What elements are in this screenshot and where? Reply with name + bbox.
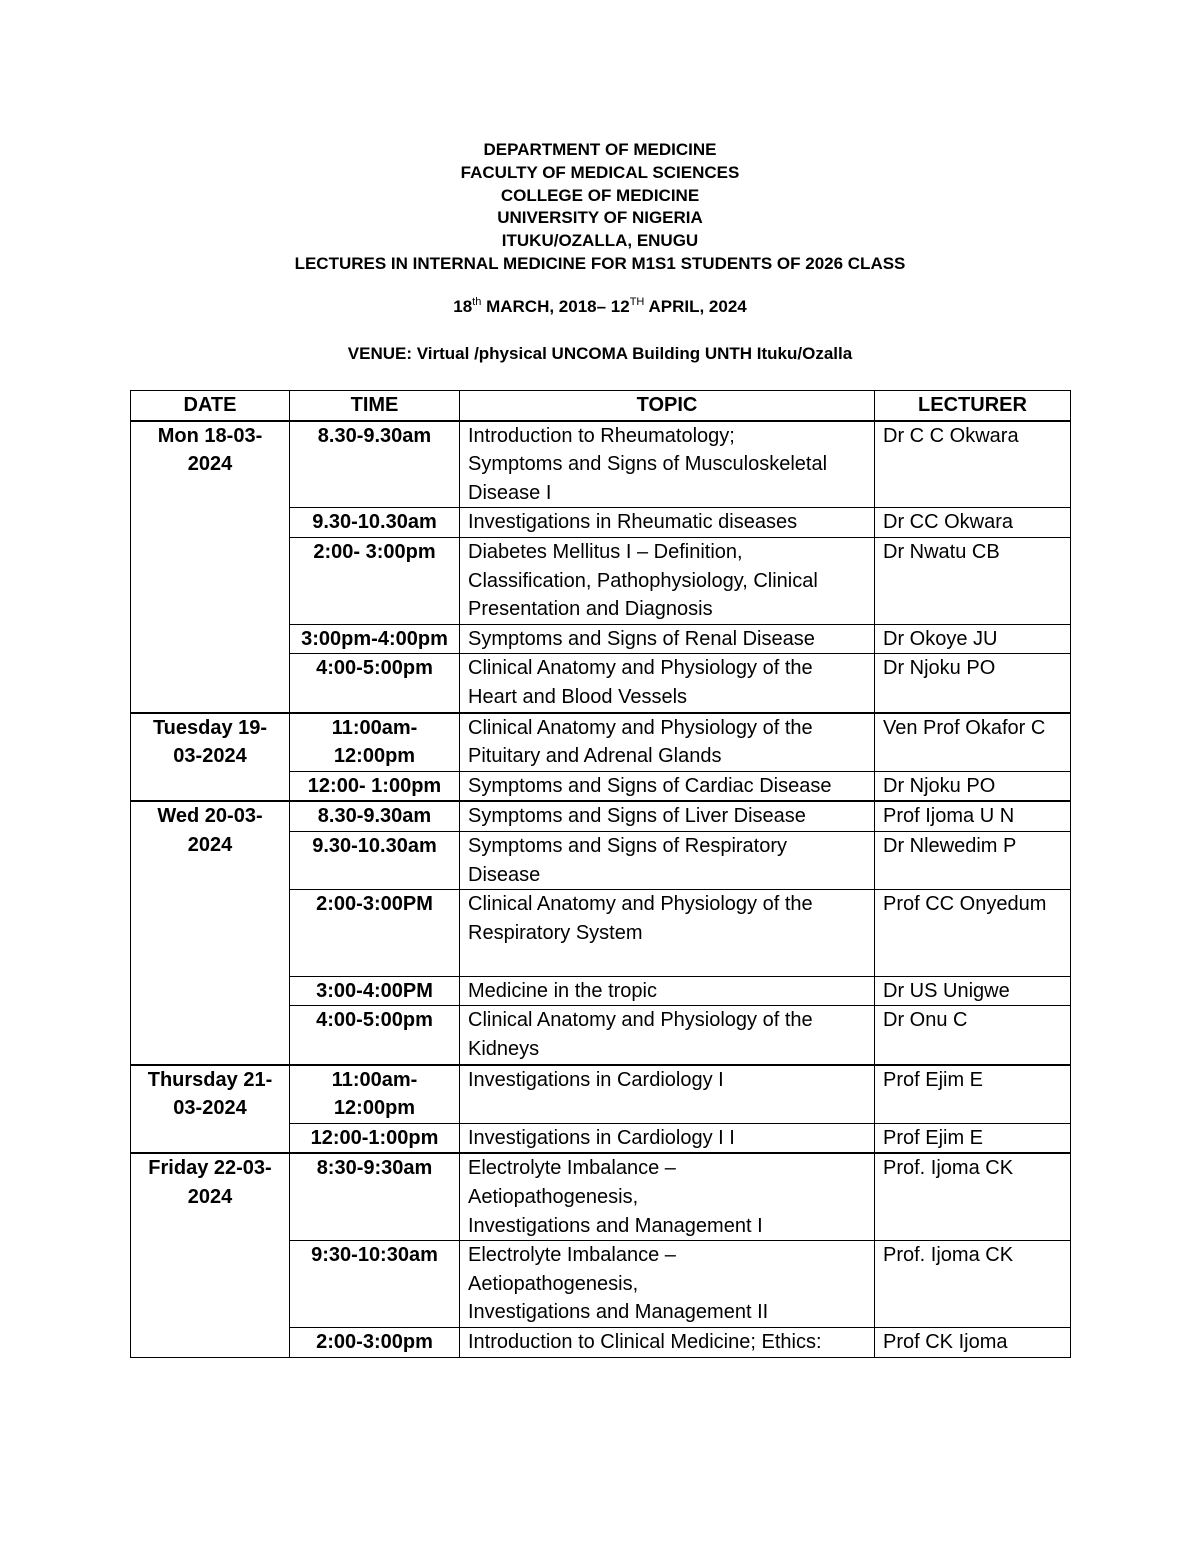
table-row [131, 713, 1071, 772]
topic-cell [460, 1153, 875, 1240]
venue-line: VENUE: Virtual /physical UNCOMA Building UNTH Ituku/Ozalla [347, 344, 853, 363]
topic-cell [460, 713, 875, 772]
lecture-schedule-table [130, 390, 1071, 1358]
topic-line: Introduction to Rheumatology; [468, 424, 735, 447]
topic-cell [460, 421, 875, 508]
table-header-row [131, 391, 1071, 421]
column-header-topic: TOPIC [460, 391, 875, 421]
topic-line: Disease I [468, 481, 552, 504]
date-range-start-day: 18 [453, 297, 473, 316]
time-cell: 3:00-4:00PM [290, 976, 460, 1006]
time-cell: 11:00am-12:00pm [290, 713, 460, 772]
table-row [131, 1065, 1071, 1124]
time-cell: 8:30-9:30am [290, 1153, 460, 1240]
time-cell: 8.30-9.30am [290, 801, 460, 831]
document-title: LECTURES IN INTERNAL MEDICINE FOR M1S1 STUDENTS OF 2026 CLASS [294, 253, 906, 273]
topic-line: Clinical Anatomy and Physiology of the [468, 657, 813, 680]
topic-line: Aetiopathogenesis, [468, 1272, 639, 1295]
date-range-end: APRIL, 2024 [644, 297, 747, 316]
topic-line: Disease [468, 863, 541, 886]
topic-line: Investigations and Management I [468, 1214, 763, 1237]
topic-line [468, 947, 866, 976]
date-range [0, 296, 1200, 317]
date-range-start-suffix: th [472, 296, 482, 308]
time-cell: 9:30-10:30am [290, 1241, 460, 1328]
time-cell: 12:00- 1:00pm [290, 771, 460, 801]
topic-line: Symptoms and Signs of Renal Disease [468, 627, 815, 650]
topic-line: Kidneys [468, 1038, 540, 1061]
topic-line: Investigations in Cardiology I [468, 1068, 724, 1091]
date-cell: Tuesday 19-03-2024 [131, 713, 290, 802]
table-row [131, 421, 1071, 508]
date-cell: Wed 20-03-2024 [131, 801, 290, 1064]
lecturer-cell: Dr Njoku PO [875, 771, 1071, 801]
date-range-middle: MARCH, 2018– 12 [481, 297, 630, 316]
topic-cell [460, 831, 875, 889]
time-cell: 9.30-10.30am [290, 508, 460, 538]
topic-line: Investigations in Cardiology I I [468, 1126, 735, 1149]
topic-cell [460, 890, 875, 977]
faculty-line: FACULTY OF MEDICAL SCIENCES [460, 162, 740, 182]
university-line: UNIVERSITY OF NIGERIA [497, 208, 703, 228]
time-cell: 8.30-9.30am [290, 421, 460, 508]
time-cell: 11:00am-12:00pm [290, 1065, 460, 1124]
lecturer-cell: Dr C C Okwara [875, 421, 1071, 508]
date-cell: Mon 18-03-2024 [131, 421, 290, 713]
document-header [0, 139, 1200, 276]
topic-line: Presentation and Diagnosis [468, 598, 713, 621]
topic-cell [460, 1241, 875, 1328]
lecturer-cell: Prof. Ijoma CK [875, 1153, 1071, 1240]
lecturer-cell: Dr Nlewedim P [875, 831, 1071, 889]
lecturer-cell: Dr Okoye JU [875, 624, 1071, 654]
topic-line: Symptoms and Signs of Liver Disease [468, 805, 806, 828]
topic-cell [460, 1065, 875, 1124]
topic-cell [460, 771, 875, 801]
lecturer-cell: Prof CK Ijoma [875, 1328, 1071, 1358]
lecturer-cell: Dr Njoku PO [875, 654, 1071, 713]
topic-cell [460, 1123, 875, 1153]
date-range-end-suffix: TH [629, 296, 645, 308]
lecturer-cell: Prof CC Onyedum [875, 890, 1071, 977]
topic-line: Clinical Anatomy and Physiology of the [468, 716, 813, 739]
topic-line: Pituitary and Adrenal Glands [468, 745, 722, 768]
lecturer-cell: Dr US Unigwe [875, 976, 1071, 1006]
college-line: COLLEGE OF MEDICINE [500, 185, 700, 205]
topic-cell [460, 624, 875, 654]
lecturer-cell: Dr CC Okwara [875, 508, 1071, 538]
lecturer-cell: Ven Prof Okafor C [875, 713, 1071, 772]
topic-line: Electrolyte Imbalance – [468, 1157, 676, 1180]
lecturer-cell: Prof. Ijoma CK [875, 1241, 1071, 1328]
topic-line: Symptoms and Signs of Musculoskeletal [468, 453, 828, 476]
date-cell: Thursday 21-03-2024 [131, 1065, 290, 1154]
topic-line: Investigations in Rheumatic diseases [468, 511, 798, 534]
topic-line: Classification, Pathophysiology, Clinical [468, 569, 818, 592]
topic-cell [460, 976, 875, 1006]
location-line: ITUKU/OZALLA, ENUGU [501, 231, 699, 251]
column-header-date: DATE [131, 391, 290, 421]
column-header-time: TIME [290, 391, 460, 421]
topic-cell [460, 801, 875, 831]
lecturer-cell: Prof Ijoma U N [875, 801, 1071, 831]
topic-line: Diabetes Mellitus I – Definition, [468, 540, 743, 563]
table-row [131, 1153, 1071, 1240]
topic-line: Electrolyte Imbalance – [468, 1244, 676, 1267]
lecturer-cell: Dr Onu C [875, 1006, 1071, 1065]
lecturer-cell: Prof Ejim E [875, 1123, 1071, 1153]
topic-line: Symptoms and Signs of Cardiac Disease [468, 774, 832, 797]
topic-line: Respiratory System [468, 921, 643, 944]
time-cell: 9.30-10.30am [290, 831, 460, 889]
date-cell: Friday 22-03-2024 [131, 1153, 290, 1357]
schedule-body [131, 421, 1071, 1358]
topic-line: Heart and Blood Vessels [468, 685, 688, 708]
time-cell: 2:00-3:00PM [290, 890, 460, 977]
lecturer-cell: Prof Ejim E [875, 1065, 1071, 1124]
topic-cell [460, 654, 875, 713]
topic-line: Medicine in the tropic [468, 979, 657, 1002]
column-header-lecturer: LECTURER [875, 391, 1071, 421]
lecturer-cell: Dr Nwatu CB [875, 537, 1071, 624]
topic-line: Symptoms and Signs of Respiratory [468, 834, 788, 857]
time-cell: 4:00-5:00pm [290, 654, 460, 713]
topic-line: Introduction to Clinical Medicine; Ethics: [468, 1331, 822, 1353]
topic-line: Aetiopathogenesis, [468, 1186, 639, 1209]
time-cell: 4:00-5:00pm [290, 1006, 460, 1065]
topic-line: Clinical Anatomy and Physiology of the [468, 1009, 813, 1032]
topic-cell [460, 1006, 875, 1065]
topic-cell [460, 508, 875, 538]
time-cell: 3:00pm-4:00pm [290, 624, 460, 654]
department-line: DEPARTMENT OF MEDICINE [483, 140, 717, 159]
topic-line: Investigations and Management II [468, 1301, 769, 1324]
time-cell: 2:00- 3:00pm [290, 537, 460, 624]
topic-line: Clinical Anatomy and Physiology of the [468, 893, 813, 916]
topic-cell [460, 537, 875, 624]
time-cell: 12:00-1:00pm [290, 1123, 460, 1153]
time-cell: 2:00-3:00pm [290, 1328, 460, 1358]
topic-cell [460, 1328, 875, 1358]
table-row [131, 801, 1071, 831]
